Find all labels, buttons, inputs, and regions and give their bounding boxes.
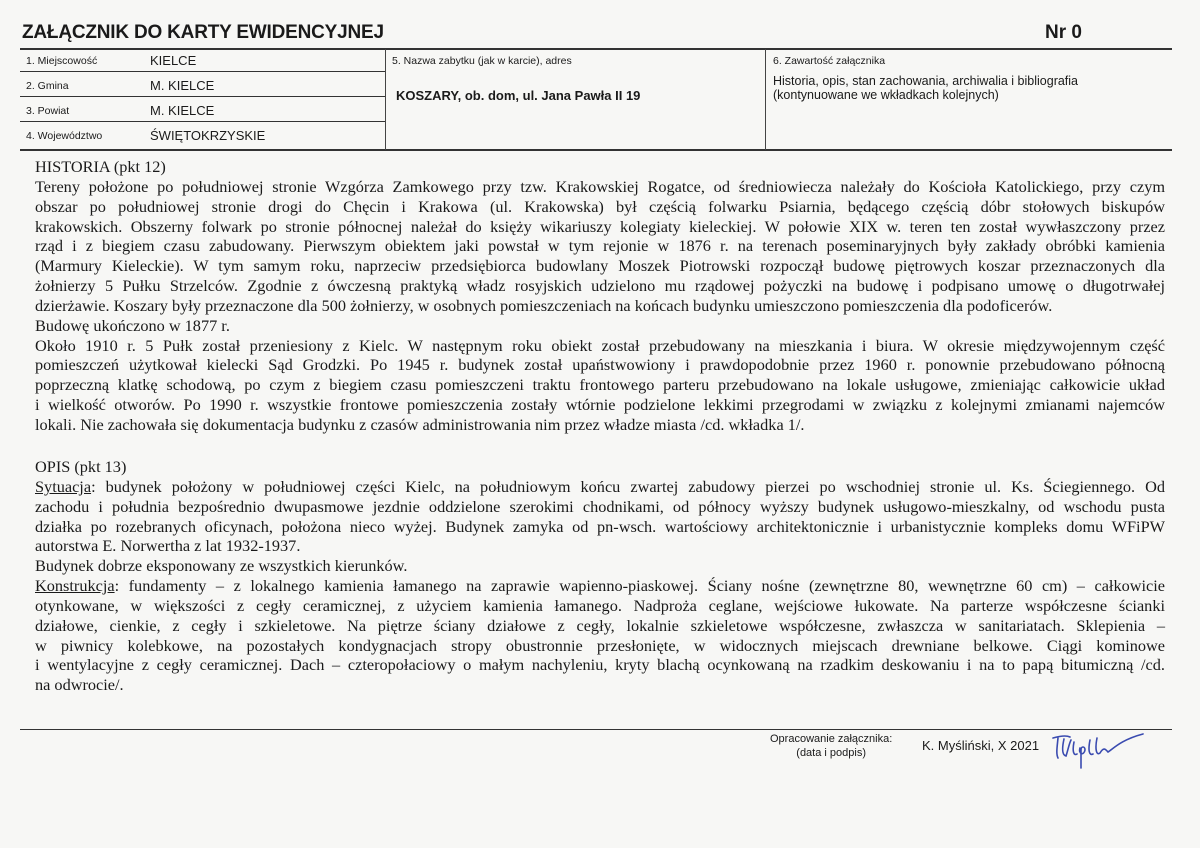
subheading: Konstrukcja: [35, 576, 115, 596]
text-line: [35, 477, 1165, 497]
text-line: [35, 636, 1165, 656]
text-line: [35, 177, 1165, 197]
line-text: autorstwa E. Norwertha z lat 1932-1937.: [35, 536, 301, 556]
line-text: lokali. Nie zachowała się dokumentacja budynku z czasów administrowania nim przez władze miasta /cd. wkładka 1/.: [35, 414, 805, 434]
line-text: Budynek dobrze eksponowany ze wszystkich kierunków.: [35, 556, 408, 576]
footer-label: [770, 732, 892, 760]
contents-label: 6. Zawartość załącznika: [773, 55, 886, 67]
table-divider: [765, 49, 766, 150]
line-text: rząd i z biegiem czasu zabudowany. Pierwszym obiektem jaki powstał w tym rejonie w 1876 r. na terenach poseminaryjnych były zakłady obróbki kamienia: [35, 236, 1165, 256]
text-line: [35, 276, 1165, 296]
line-text: i wentylacyjne z cegły ceramicznej. Dach – czteropołaciowy o małym nachyleniu, kryty blachą ocynkowaną na rzadkim deskowaniu i na to papą bitumiczną /cd.: [35, 655, 1165, 675]
contents-value: [773, 74, 1078, 102]
text-line: [35, 556, 1165, 576]
text-line: [35, 675, 1165, 695]
table-bottom-border: [20, 149, 1172, 151]
monument-label: 5. Nazwa zabytku (jak w karcie), adres: [392, 55, 572, 67]
line-text: działowe, cienkie, z cegły i szkieletowe. Na piętrze ściany działowe z cegły, lokalnie szkieletowe współczesne, zwłaszcza w sanitariatach. Sklepienia –: [35, 615, 1165, 635]
text-line: [35, 517, 1165, 537]
line-text: poprzeczną klatkę schodową, po czym z biegiem czasu pomieszczeni traktu frontowego parteru przebudowano na lokale usługowe, zmieniając całkowicie układ: [35, 375, 1165, 395]
line-text: : fundamenty – z lokalnego kamienia łamanego na zaprawie wapienno-piaskowej. Ściany nośne (zewnętrzne 80, wewnętrzne 60 cm) – całkowicie: [114, 576, 1165, 596]
table-top-border: [20, 48, 1172, 50]
text-line: [35, 256, 1165, 276]
line-text: krakowskich. Obszerny folwark po stronie północnej należał do księży wikariuszy kolegiaty kieleckiej. W połowie XIX w. teren ten został wywłaszczony przez: [35, 216, 1165, 236]
monument-name: KOSZARY, ob. dom, ul. Jana Pawła II 19: [396, 88, 641, 103]
line-text: na odwrocie/.: [35, 675, 124, 695]
text-line: [35, 296, 1165, 316]
section-heading: HISTORIA (pkt 12): [35, 157, 166, 176]
row-divider: [20, 96, 385, 97]
footer-label-line: Opracowanie załącznika:: [770, 733, 893, 745]
line-text: zachodu i południa bezpośrednio dwupasmowe jezdnie oddzielone szerokimi chodnikami, od północy wyższy budynek usługowo-mieszkalny, od wschodu pusta: [35, 496, 1165, 516]
line-text: w piwnicy kolebkowe, na pozostałych kondygnacjach stropy obustronnie przesłonięte, w widocznych miejscach drewniane belkowe. Ciągi kominowe: [35, 635, 1165, 655]
section-opis: [35, 457, 1165, 695]
field-label: 4. Województwo: [26, 130, 103, 142]
contents-line: Historia, opis, stan zachowania, archiwalia i bibliografia: [773, 74, 1079, 88]
section-historia: [35, 157, 1165, 435]
text-line: [35, 355, 1165, 375]
document-number: Nr 0: [1045, 22, 1082, 43]
field-label: 3. Powiat: [26, 105, 70, 117]
line-text: Około 1910 r. 5 Pułk został przeniesiony z Kielc. W następnym roku obiekt został przebudowany na mieszkania i biura. W okresie międzywojennym część: [35, 335, 1165, 355]
field-value: M. KIELCE: [150, 78, 215, 93]
field-value: KIELCE: [150, 53, 197, 68]
footer-author: K. Myśliński, X 2021: [922, 738, 1040, 753]
text-line: [35, 415, 1165, 435]
text-line: [35, 217, 1165, 237]
text-line: [35, 375, 1165, 395]
line-text: dzierżawie. Koszary były przeznaczone dla 500 żołnierzy, w osobnych pomieszczeniach na końcach budynku umieszczono pomieszczenia dla podoficerów.: [35, 295, 1053, 315]
text-line: [35, 576, 1165, 596]
section-heading: OPIS (pkt 13): [35, 457, 127, 476]
field-value: M. KIELCE: [150, 103, 215, 118]
field-value: ŚWIĘTOKRZYSKIE: [150, 128, 266, 143]
table-divider: [385, 49, 386, 150]
text-line: [35, 395, 1165, 415]
text-line: [35, 336, 1165, 356]
text-line: [35, 497, 1165, 517]
handwritten-signature: [1050, 730, 1145, 772]
line-text: otynkowane, w większości z cegły ceramicznej, z użyciem kamienia łamanego. Nadproża ceglane, wejściowe łukowate. Na parterze współczesne ścianki: [35, 595, 1165, 615]
footer-divider: [20, 729, 1172, 730]
line-text: pomieszczeń użytkował kielecki Sąd Grodzki. Po 1945 r. budynek został upaństwowiony i prawdopodobnie przez 1960 r. ponownie przebudowano północną: [35, 355, 1165, 375]
text-line: [35, 616, 1165, 636]
row-divider: [20, 71, 385, 72]
document-title: ZAŁĄCZNIK DO KARTY EWIDENCYJNEJ: [22, 22, 384, 43]
row-divider: [20, 121, 385, 122]
line-text: działka po rozebranych oficynach, położona nieco wyżej. Budynek zamyka od pn-wsch. wartościowy architektonicznie i urbanistycznie kompleks domu WFiPW: [35, 516, 1165, 536]
line-text: obszar po południowej stronie drogi do Chęcin i Krakowa (ul. Krakowska) był częścią folwarku Psiarnia, będącego częścią dóbr stołowych biskupów: [35, 196, 1165, 216]
text-line: [35, 536, 1165, 556]
text-line: [35, 236, 1165, 256]
field-label: 1. Miejscowość: [26, 55, 98, 67]
subheading: Sytuacja: [35, 476, 92, 496]
contents-line: (kontynuowane we wkładkach kolejnych): [773, 88, 999, 102]
text-line: [35, 596, 1165, 616]
text-line: [35, 197, 1165, 217]
text-line: [35, 655, 1165, 675]
line-text: i wielkość otworów. Po 1990 r. wszystkie frontowe pomieszczenia zostały wtórnie podzielone lekkimi przegrodami w związku z kolejnymi zmianami najemców: [35, 395, 1165, 415]
line-text: (Marmury Kieleckie). W tym samym roku, naprzeciw przedsiębiorca budowlany Moszek Piotrowski rozpoczął budowę piętrowych koszar przeznaczonych dla: [35, 256, 1165, 276]
line-text: : budynek położony w południowej części Kielc, na południowym końcu zwartej zabudowy pierzei po wschodniej stronie ul. Ks. Ściegiennego. Od: [91, 476, 1165, 496]
line-text: Tereny położone po południowej stronie Wzgórza Zamkowego przy tzw. Krakowskiej Rogatce, od średniowiecza należały do Kościoła Katolickiego, przy czym: [35, 176, 1165, 196]
footer-label-line: (data i podpis): [796, 747, 866, 759]
field-label: 2. Gmina: [26, 80, 69, 92]
line-text: żołnierzy 5 Pułku Strzelców. Zgodnie z ówczesną praktyką władz rosyjskich udzielono mu rządowej pożyczki na budowę i podpisano umowę o długotrwałej: [35, 276, 1165, 296]
line-text: Budowę ukończono w 1877 r.: [35, 315, 230, 335]
text-line: [35, 316, 1165, 336]
